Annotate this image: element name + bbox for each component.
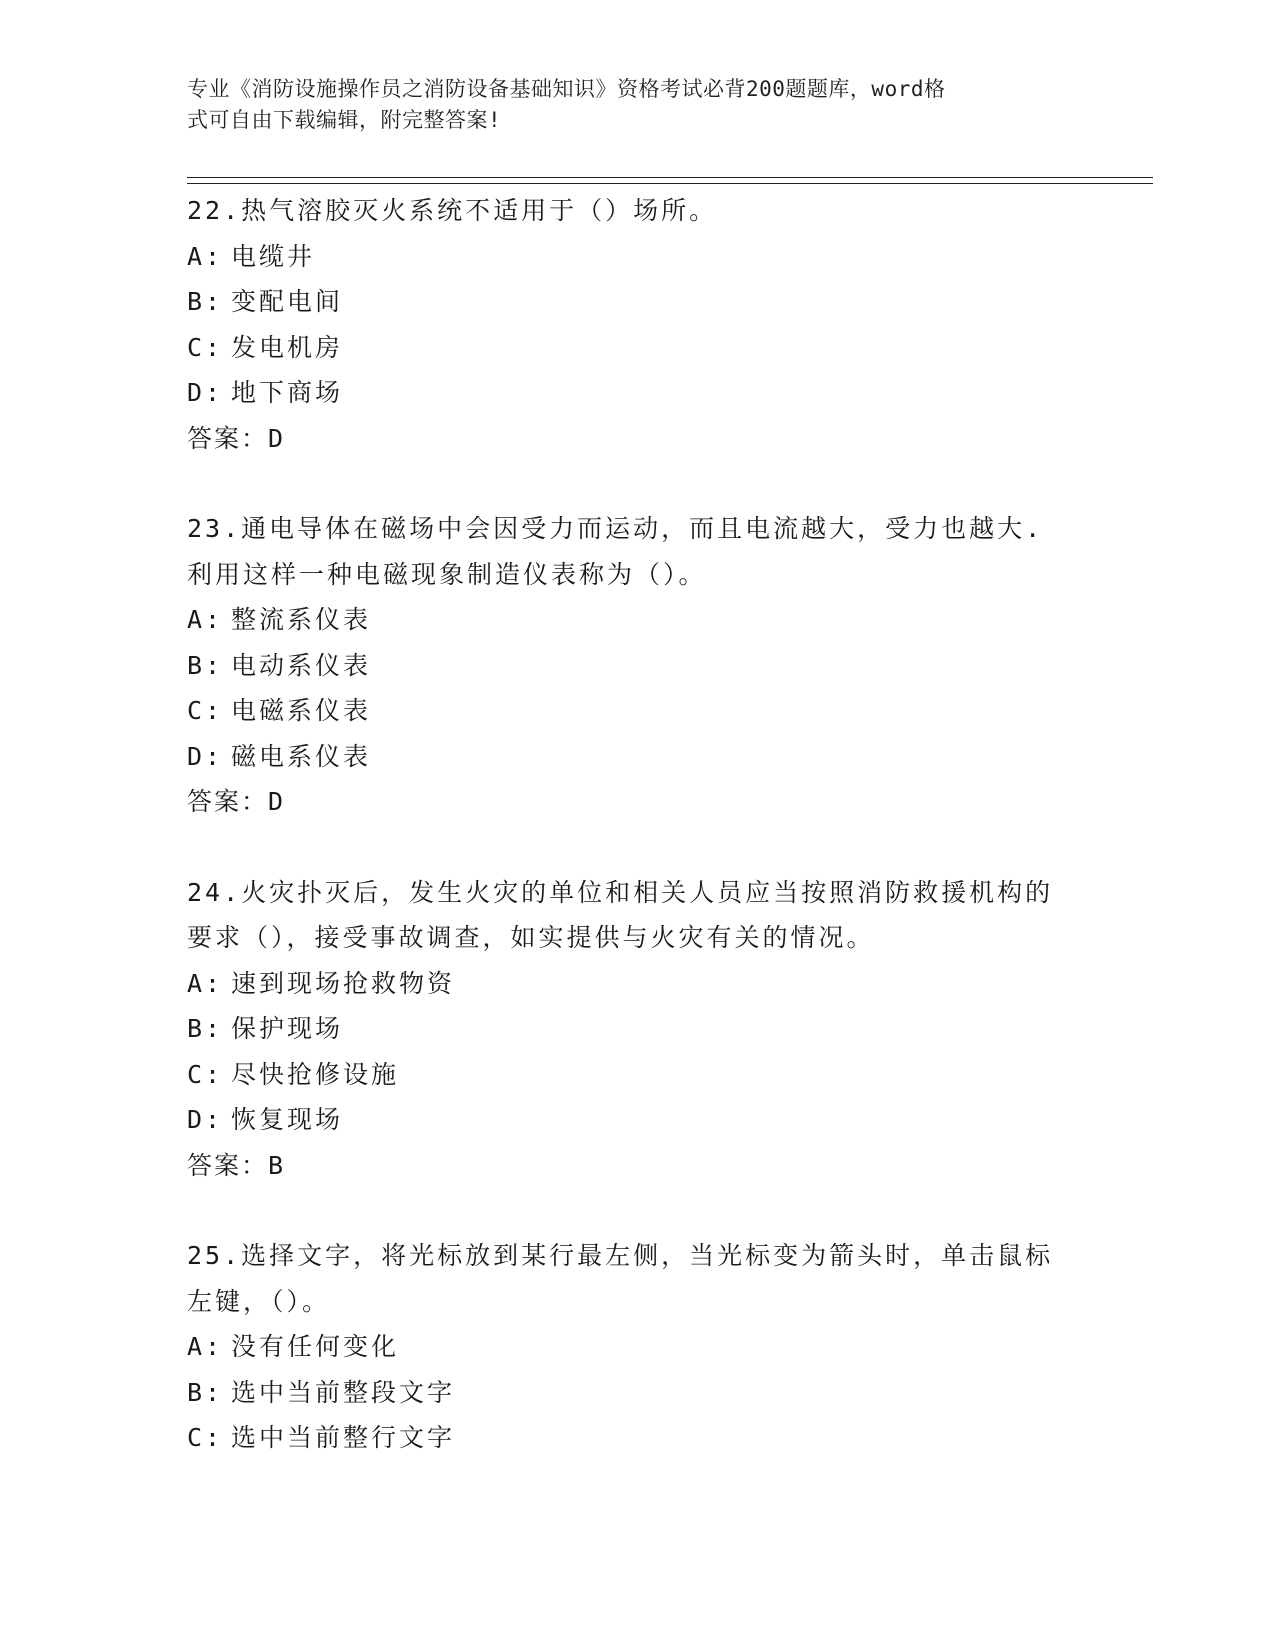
option-b <box>187 643 1087 689</box>
option-text: 整流系仪表 <box>231 605 372 634</box>
option-c <box>187 1415 1087 1461</box>
option-text: 电缆井 <box>231 241 316 271</box>
option-text: 尽快抢修设施 <box>231 1059 400 1089</box>
option-c <box>187 325 1087 371</box>
option-text: 变配电间 <box>231 287 344 316</box>
option-c <box>187 688 1087 734</box>
answer-label: 答案： <box>187 1150 269 1180</box>
option-letter: A: <box>187 968 224 998</box>
option-a <box>187 1324 1087 1370</box>
header-line-1: 专业《消防设施操作员之消防设备基础知识》资格考试必背200题题库，word格 <box>187 77 946 101</box>
answer-label: 答案： <box>187 423 269 453</box>
option-letter: C: <box>187 1059 224 1089</box>
option-text: 磁电系仪表 <box>231 741 372 771</box>
option-d <box>187 734 1087 780</box>
option-letter: A: <box>187 605 224 634</box>
question-stem-line-1: 23.通电导体在磁场中会因受力而运动，而且电流越大，受力也越大. <box>187 514 1044 543</box>
question-23 <box>187 506 1087 825</box>
header-divider-bottom <box>187 183 1153 184</box>
option-letter: A: <box>187 1332 224 1361</box>
answer-line <box>187 1143 1087 1189</box>
option-text: 选中当前整段文字 <box>231 1377 456 1407</box>
option-c <box>187 1052 1087 1098</box>
option-letter: C: <box>187 1423 224 1452</box>
spacer <box>187 825 1087 870</box>
option-letter: B: <box>187 287 224 316</box>
question-stem-line-1: 24.火灾扑灭后，发生火灾的单位和相关人员应当按照消防救援机构的 <box>187 877 1054 907</box>
option-d <box>187 370 1087 416</box>
option-b <box>187 279 1087 325</box>
option-text: 地下商场 <box>231 378 344 407</box>
option-letter: B: <box>187 1014 224 1043</box>
option-letter: D: <box>187 378 224 407</box>
option-letter: A: <box>187 241 224 271</box>
question-stem-line-2: 要求（），接受事故调查，如实提供与火灾有关的情况。 <box>187 923 875 952</box>
option-b <box>187 1006 1087 1052</box>
option-a <box>187 597 1087 643</box>
answer-label: 答案： <box>187 787 269 816</box>
option-text: 保护现场 <box>231 1014 344 1043</box>
option-letter: B: <box>187 650 224 680</box>
option-a <box>187 961 1087 1007</box>
option-letter: D: <box>187 741 224 771</box>
option-text: 选中当前整行文字 <box>231 1423 456 1452</box>
option-d <box>187 1097 1087 1143</box>
option-text: 发电机房 <box>231 332 344 362</box>
answer-line <box>187 416 1087 462</box>
option-b <box>187 1370 1087 1416</box>
question-25 <box>187 1233 1087 1461</box>
document-header <box>187 74 1087 136</box>
option-letter: C: <box>187 696 224 725</box>
question-stem: 22.热气溶胶灭火系统不适用于（）场所。 <box>187 196 718 225</box>
option-letter: C: <box>187 332 224 362</box>
option-letter: B: <box>187 1377 224 1407</box>
question-stem-line-1: 25.选择文字，将光标放到某行最左侧，当光标变为箭头时，单击鼠标 <box>187 1241 1054 1270</box>
option-text: 恢复现场 <box>231 1105 344 1134</box>
spacer <box>187 461 1087 506</box>
header-divider-top <box>187 177 1153 178</box>
option-text: 电磁系仪表 <box>231 696 372 725</box>
option-text: 速到现场抢救物资 <box>231 968 456 998</box>
question-24 <box>187 870 1087 1189</box>
answer-value: D <box>268 787 284 816</box>
question-stem-line-2: 利用这样一种电磁现象制造仪表称为（）。 <box>187 559 707 589</box>
spacer <box>187 1188 1087 1233</box>
answer-value: D <box>268 423 284 453</box>
question-22 <box>187 188 1087 461</box>
question-list <box>187 188 1087 1461</box>
question-stem-line-2: 左键，（）。 <box>187 1286 331 1316</box>
option-text: 没有任何变化 <box>231 1332 400 1361</box>
option-text: 电动系仪表 <box>231 650 372 680</box>
option-a <box>187 234 1087 280</box>
answer-line <box>187 779 1087 825</box>
answer-value: B <box>268 1150 284 1180</box>
option-letter: D: <box>187 1105 224 1134</box>
header-line-2: 式可自由下载编辑，附完整答案! <box>187 108 502 132</box>
